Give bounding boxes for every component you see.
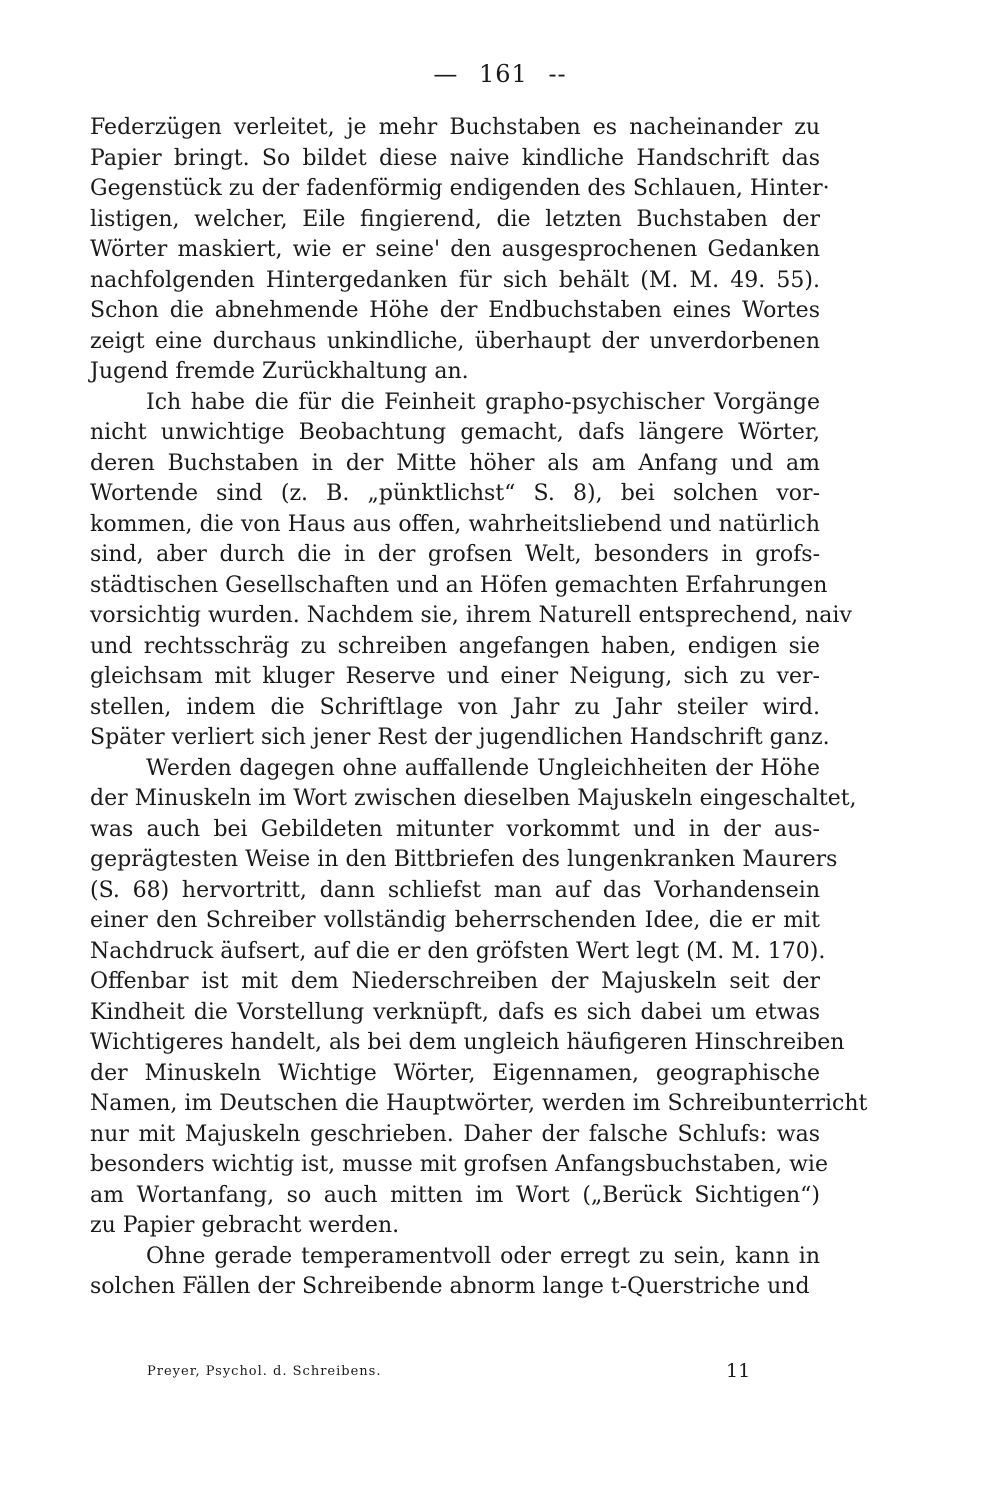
text-line: nachfolgenden Hintergedanken für sich behält (M. M. 49. 55). <box>90 267 820 293</box>
text-line: Federzügen verleitet, je mehr Buchstaben es nacheinander zu <box>90 115 820 140</box>
text-line: Wichtigeres handelt, als bei dem ungleich häufigeren Hinschreiben <box>90 1030 845 1055</box>
text-line: was auch bei Gebildeten mitunter vorkommt und in der aus- <box>90 816 820 842</box>
text-line: Gegenstück zu der fadenförmig endigenden des Schlauen, Hinter· <box>90 176 830 201</box>
text-line: vorsichtig wurden. Nachdem sie, ihrem Naturell entsprechend, naiv <box>90 603 852 628</box>
text-line: Kindheit die Vorstellung verknüpft, dafs es sich dabei um etwas <box>90 999 820 1025</box>
footer-author-title: Preyer, Psychol. d. Schreibens. <box>147 1364 382 1379</box>
text-line: einer den Schreiber vollständig beherrschenden Idee, die er mit <box>90 908 820 933</box>
text-line: Ich habe die für die Feinheit grapho-psychischer Vorgänge <box>146 389 820 415</box>
text-line: Namen, im Deutschen die Hauptwörter, werden im Schreibunterricht <box>90 1091 868 1116</box>
text-line: stellen, indem die Schriftlage von Jahr zu Jahr steiler wird. <box>90 694 820 720</box>
text-line: gleichsam mit kluger Reserve und einer Neigung, sich zu ver- <box>90 664 820 689</box>
text-line: sind, aber durch die in der grofsen Welt, besonders in grofs- <box>90 542 820 567</box>
text-line: zu Papier gebracht werden. <box>90 1213 400 1238</box>
paragraph <box>90 754 868 1242</box>
text-line: am Wortanfang, so auch mitten im Wort („Berück Sichtigen“) <box>90 1182 820 1208</box>
text-line: städtischen Gesellschaften und an Höfen gemachten Erfahrungen <box>90 572 828 598</box>
text-line: besonders wichtig ist, musse mit grofsen Anfangsbuchstaben, wie <box>90 1152 828 1177</box>
text-line: (S. 68) hervortritt, dann schliefst man auf das Vorhandensein <box>90 877 820 903</box>
text-line: listigen, welcher, Eile fingierend, die letzten Buchstaben der <box>90 206 820 232</box>
paragraph <box>90 1242 820 1303</box>
text-line: der Minuskeln im Wort zwischen dieselben Majuskeln eingeschaltet, <box>90 786 857 811</box>
text-line: deren Buchstaben in der Mitte höher als am Anfang und am <box>90 450 820 476</box>
text-line: solchen Fällen der Schreibende abnorm lange t-Querstriche und <box>90 1274 810 1299</box>
text-line: Wortende sind (z. B. „pünktlichst“ S. 8), bei solchen vor- <box>90 481 820 506</box>
paragraph <box>90 113 830 388</box>
page-header <box>0 60 1000 88</box>
text-line: der Minuskeln Wichtige Wörter, Eigennamen, geographische <box>90 1060 820 1086</box>
text-line: Werden dagegen ohne auffallende Ungleichheiten der Höhe <box>146 755 820 781</box>
text-line: Wörter maskiert, wie er seine' den ausgesprochenen Gedanken <box>90 237 820 262</box>
text-line: Nachdruck äufsert, auf die er den gröfsten Wert legt (M. M. 170). <box>90 938 826 964</box>
text-line: geprägtesten Weise in den Bittbriefen des lungenkranken Maurers <box>90 847 838 872</box>
text-line: Offenbar ist mit dem Niederschreiben der Majuskeln seit der <box>90 969 820 994</box>
body-text <box>90 113 868 1303</box>
text-line: Jugend fremde Zurückhaltung an. <box>90 359 469 384</box>
text-line: Papier bringt. So bildet diese naive kindliche Handschrift das <box>90 145 820 171</box>
header-dash-left: — <box>433 60 459 88</box>
text-line: und rechtsschräg zu schreiben angefangen haben, endigen sie <box>90 633 820 659</box>
text-line: Ohne gerade temperamentvoll oder erregt zu sein, kann in <box>146 1243 820 1269</box>
page-number: 161 <box>478 60 528 88</box>
text-line: kommen, die von Haus aus offen, wahrheitsliebend und natürlich <box>90 511 820 537</box>
text-line: nur mit Majuskeln geschrieben. Daher der falsche Schlufs: was <box>90 1121 820 1147</box>
text-line: Schon die abnehmende Höhe der Endbuchstaben eines Wortes <box>90 298 820 323</box>
text-line: nicht unwichtige Beobachtung gemacht, dafs längere Wörter, <box>90 420 820 445</box>
header-dash-right: -- <box>548 60 567 88</box>
footer-signature: 11 <box>726 1360 751 1382</box>
text-line: Später verliert sich jener Rest der jugendlichen Handschrift ganz. <box>90 725 830 750</box>
text-line: zeigt eine durchaus unkindliche, überhaupt der unverdorbenen <box>90 328 820 354</box>
paragraph <box>90 388 852 754</box>
